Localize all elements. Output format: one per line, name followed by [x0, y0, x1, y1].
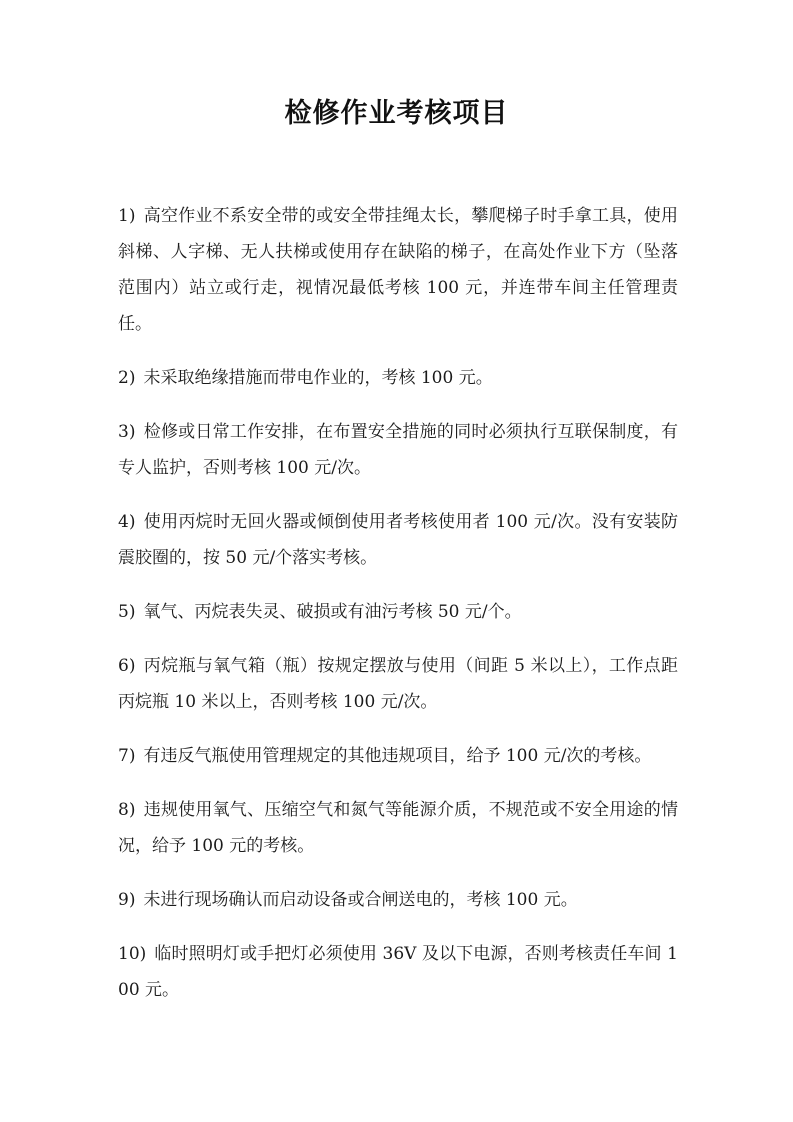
item-text: 高空作业不系安全带的或安全带挂绳太长，攀爬梯子时手拿工具，使用斜梯、人字梯、无人扶梯或使用存在缺陷的梯子，在高处作业下方（坠落范围内）站立或行走，视情况最低考核 100 元，并连带车间主任管理责任。: [118, 206, 678, 334]
item-number: 2): [118, 368, 136, 388]
item-number: 7): [118, 746, 136, 766]
item-text: 丙烷瓶与氧气箱（瓶）按规定摆放与使用（间距 5 米以上），工作点距丙烷瓶 10 米以上，否则考核 100 元/次。: [118, 656, 678, 712]
item-number: 5): [118, 602, 136, 622]
assessment-item-5: [118, 594, 678, 630]
item-text: 未进行现场确认而启动设备或合闸送电的，考核 100 元。: [143, 890, 578, 910]
item-number: 10): [118, 944, 147, 964]
item-number: 9): [118, 890, 136, 910]
item-text: 使用丙烷时无回火器或倾倒使用者考核使用者 100 元/次。没有安装防震胶圈的，按 50 元/个落实考核。: [118, 512, 678, 568]
item-number: 3): [118, 422, 136, 442]
item-text: 检修或日常工作安排，在布置安全措施的同时必须执行互联保制度，有专人监护，否则考核 100 元/次。: [118, 422, 678, 478]
item-text: 未采取绝缘措施而带电作业的，考核 100 元。: [143, 368, 493, 388]
item-text: 违规使用氧气、压缩空气和氮气等能源介质，不规范或不安全用途的情况，给予 100 元的考核。: [118, 800, 678, 856]
item-number: 4): [118, 512, 136, 532]
item-number: 6): [118, 656, 136, 676]
assessment-item-7: [118, 738, 678, 774]
assessment-item-9: [118, 882, 678, 918]
item-number: 1): [118, 206, 136, 226]
assessment-item-4: [118, 504, 678, 576]
item-text: 有违反气瓶使用管理规定的其他违规项目，给予 100 元/次的考核。: [143, 746, 652, 766]
document-title: 检修作业考核项目: [284, 98, 509, 129]
item-text: 临时照明灯或手把灯必须使用 36V 及以下电源，否则考核责任车间 100 元。: [118, 944, 678, 1000]
assessment-item-6: [118, 648, 678, 720]
item-text: 氧气、丙烷表失灵、破损或有油污考核 50 元/个。: [143, 602, 522, 622]
assessment-item-10: [118, 936, 678, 1008]
assessment-item-8: [118, 792, 678, 864]
assessment-item-2: [118, 360, 678, 396]
assessment-item-list: [118, 198, 678, 1026]
assessment-item-3: [118, 414, 678, 486]
assessment-item-1: [118, 198, 678, 342]
item-number: 8): [118, 800, 136, 820]
